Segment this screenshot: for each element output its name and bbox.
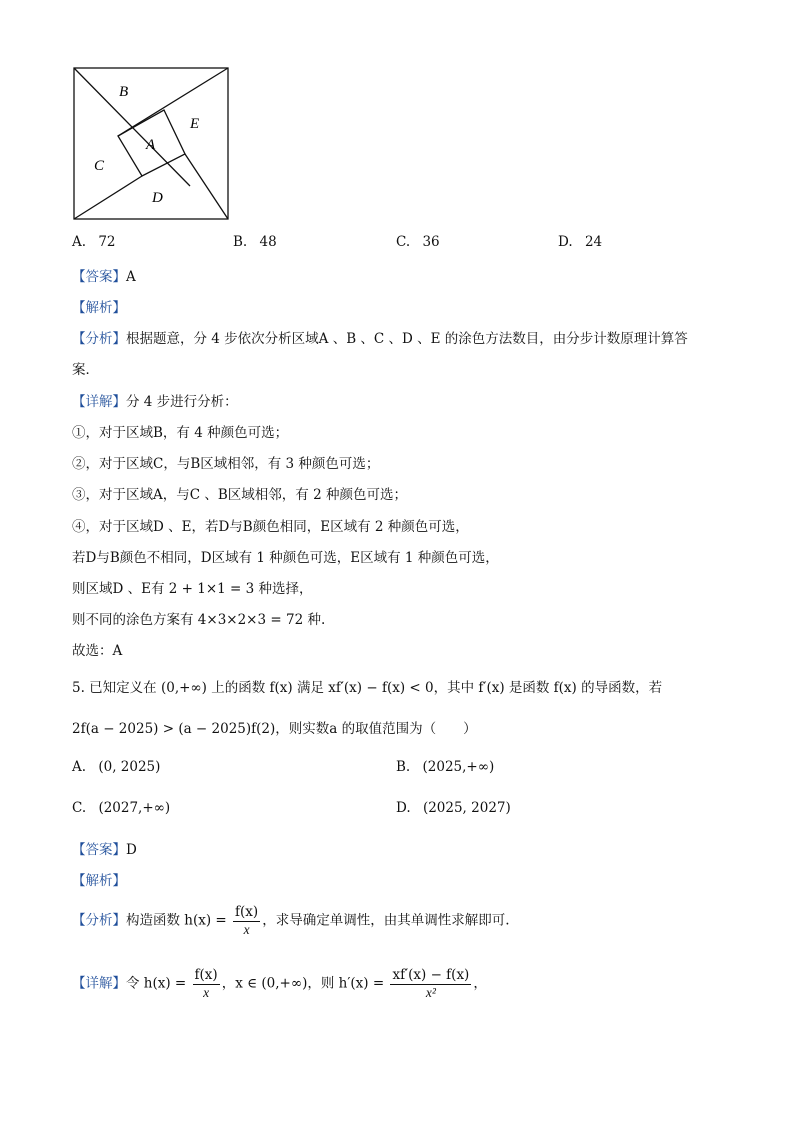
q4-analysis-heading: 【解析】: [72, 300, 126, 316]
option-key: D.: [558, 234, 573, 250]
fenxi-pre: 构造函数 h(x) =: [126, 912, 227, 929]
option-value: 48: [259, 234, 277, 250]
q4-step-3: ③，对于区域A，与C 、B区域相邻，有 2 种颜色可选；: [72, 487, 407, 503]
fraction-numerator: f(x): [235, 904, 259, 920]
q4-option-d: [558, 234, 602, 250]
xiangjie-pre: 令 h(x) =: [126, 975, 187, 992]
fenxi-tag: 【分析】: [72, 912, 126, 929]
q5-option-d: [396, 800, 511, 816]
q4-step-5: 若D与B颜色不相同，D区域有 1 种颜色可选，E区域有 1 种颜色可选，: [72, 550, 499, 566]
region-diagram: [72, 66, 232, 222]
divider-line-4: [74, 176, 142, 219]
q4-step-4: ④，对于区域D 、E，若D与B颜色相同，E区域有 2 种颜色可选，: [72, 519, 469, 535]
q4-conclusion: 故选：A: [72, 643, 123, 659]
option-key: C.: [72, 800, 87, 816]
region-label-e: E: [190, 116, 200, 132]
q5-analysis-heading: 【解析】: [72, 873, 126, 889]
fraction-denominator: x: [243, 921, 250, 937]
divider-line-2: [118, 68, 228, 136]
option-value: (0, 2025): [98, 759, 161, 775]
option-value: 24: [584, 234, 603, 250]
answer-value: A: [126, 269, 136, 285]
answer-tag: 【答案】: [72, 269, 126, 285]
q4-xiangjie-intro: [72, 390, 238, 410]
fraction-denominator: x: [203, 984, 210, 1000]
q4-step-1: ①，对于区域B，有 4 种颜色可选；: [72, 425, 289, 441]
q5-xiangjie: [72, 968, 487, 1000]
fenxi-tag: 【分析】: [72, 331, 126, 347]
fraction-denominator: x²: [425, 984, 436, 1000]
q4-fenxi-line1: [72, 327, 688, 347]
fraction-numerator: xf′(x) − f(x): [392, 967, 470, 983]
region-label-c: C: [94, 158, 105, 174]
fenxi-post: ，求导确定单调性，由其单调性求解即可.: [262, 912, 510, 929]
fraction: [390, 968, 471, 1000]
answer-tag: 【答案】: [72, 842, 126, 858]
option-key: A.: [72, 759, 87, 775]
fraction: [193, 968, 220, 1000]
option-value: 36: [422, 234, 440, 250]
option-value: (2027,+∞): [98, 800, 171, 816]
option-key: C.: [396, 234, 411, 250]
region-label-b: B: [119, 84, 129, 100]
xiangjie-tag: 【详解】: [72, 975, 126, 992]
q4-option-b: [233, 234, 277, 250]
q5-fenxi: [72, 905, 510, 937]
q5-option-c: [72, 800, 170, 816]
fenxi-text: 根据题意，分 4 步依次分析区域A 、B 、C 、D 、E 的涂色方法数目，由分步计数原理计算答: [126, 331, 688, 347]
xiangjie-mid: ，x ∈ (0,+∞)，则 h′(x) =: [221, 975, 385, 992]
option-value: (2025,+∞): [422, 759, 495, 775]
q4-fenxi-line2: 案．: [72, 362, 99, 378]
option-key: B.: [396, 759, 411, 775]
q5-stem-line1: 5. 已知定义在 (0,+∞) 上的函数 f(x) 满足 xf′(x) − f(x) < 0，其中 f′(x) 是函数 f(x) 的导函数，若: [72, 680, 663, 696]
fraction-numerator: f(x): [194, 967, 218, 983]
q4-answer: [72, 265, 136, 285]
q4-option-c: [396, 234, 440, 250]
q4-step-2: ②，对于区域C，与B区域相邻，有 3 种颜色可选；: [72, 456, 380, 472]
option-value: 72: [98, 234, 116, 250]
q4-step-6: 则区域D 、E有 2 + 1×1 = 3 种选择，: [72, 581, 313, 597]
xiangjie-tag: 【详解】: [72, 394, 126, 410]
q4-option-a: [72, 234, 116, 250]
option-key: A.: [72, 234, 87, 250]
q5-option-b: [396, 759, 494, 775]
q4-step-7: 则不同的涂色方案有 4×3×2×3 = 72 种.: [72, 612, 326, 628]
option-value: (2025, 2027): [422, 800, 511, 816]
region-label-a: A: [146, 137, 156, 153]
option-key: B.: [233, 234, 248, 250]
xiangjie-text: 分 4 步进行分析：: [126, 394, 238, 410]
fraction: [233, 905, 260, 937]
option-key: D.: [396, 800, 411, 816]
q5-answer: [72, 838, 137, 858]
divider-line-3: [185, 154, 228, 219]
answer-value: D: [126, 842, 137, 858]
region-label-d: D: [152, 190, 163, 206]
xiangjie-post: ，: [473, 975, 487, 992]
q5-stem-line2: 2f(a − 2025) > (a − 2025)f(2)，则实数a 的取值范围为（ ）: [72, 721, 477, 737]
q5-option-a: [72, 759, 160, 775]
